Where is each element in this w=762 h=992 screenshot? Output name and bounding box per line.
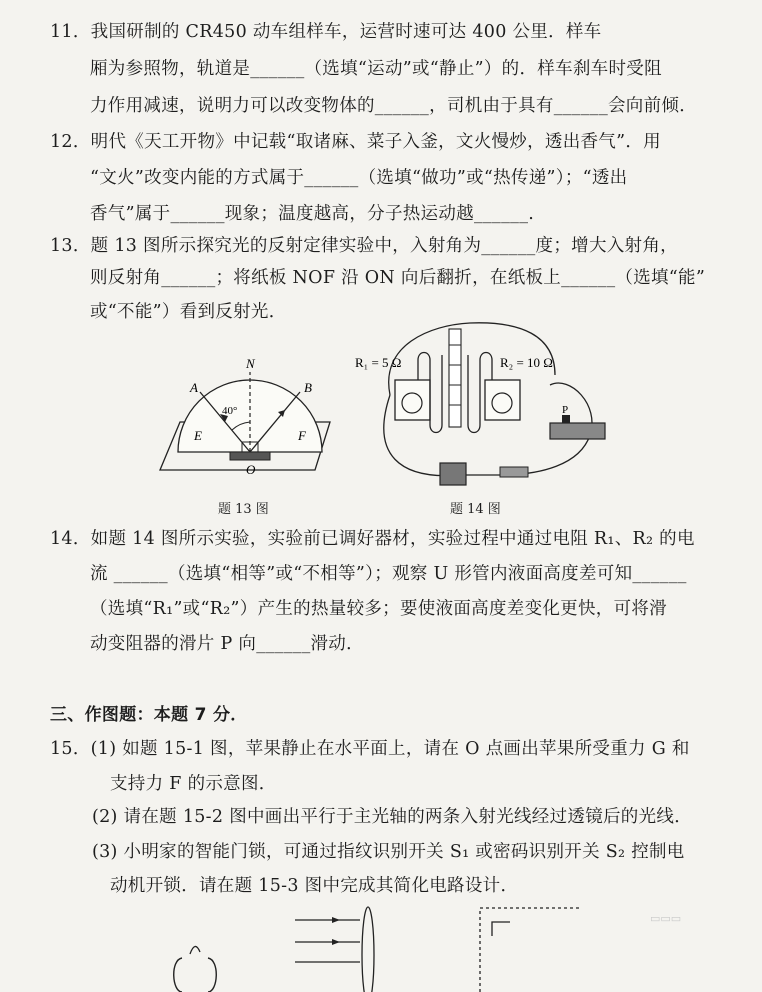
q12-line1: 12．明代《天工开物》中记载“取诸麻、菜子入釜，文火慢炒，透出香气”．用 (50, 132, 661, 152)
fig13-label-b: B (304, 380, 312, 395)
figure-14-caption: 题 14 图 (450, 502, 501, 517)
q15-line3: (2) 请在题 15-2 图中画出平行于主光轴的两条入射光线经过透镜后的光线． (92, 807, 692, 827)
q12-line2: “文火”改变内能的方式属于______（选填“做功”或“热传递”）；“透出 (90, 168, 628, 188)
section-3-title: 三、作图题：本题 7 分． (50, 705, 248, 725)
figure-15-partial (160, 900, 580, 992)
fig13-label-e: E (194, 428, 202, 443)
figure-13-caption: 题 13 图 (218, 502, 269, 517)
fig13-label-o: O (246, 462, 256, 477)
q11-line3: 力作用减速，说明力可以改变物体的______，司机由于具有______会向前倾． (90, 96, 697, 116)
q14-line1: 14．如题 14 图所示实验，实验前已调好器材，实验过程中通过电阻 R₁、R₂ 的电 (50, 529, 695, 549)
figure-13-diagram (150, 350, 350, 480)
q15-line2: 支持力 F 的示意图． (110, 774, 277, 794)
q13-line3: 或“不能”）看到反射光． (90, 302, 287, 322)
fig14-label-r1: R₁ = 5 Ω (355, 355, 402, 370)
figure-14-diagram (350, 315, 610, 495)
q15-line1: 15．(1) 如题 15-1 图，苹果静止在水平面上，请在 O 点画出苹果所受重力 G 和 (50, 739, 690, 759)
fig13-label-angle: 40° (222, 405, 238, 417)
q12-line3: 香气”属于______现象；温度越高，分子热运动越______. (90, 204, 535, 224)
q13-line1: 13．题 13 图所示探究光的反射定律实验中，入射角为______度；增大入射角， (50, 236, 678, 256)
q15-line5: 动机开锁．请在题 15-3 图中完成其简化电路设计． (110, 876, 519, 896)
q14-line4: 动变阻器的滑片 P 向______滑动． (90, 634, 364, 654)
q15-line4: (3) 小明家的智能门锁，可通过指纹识别开关 S₁ 或密码识别开关 S₂ 控制电 (92, 842, 685, 862)
watermark-badge: ▭▭▭ (650, 912, 682, 925)
fig13-label-f: F (298, 428, 306, 443)
fig13-label-a: A (190, 380, 198, 395)
fig14-label-p: P (562, 404, 569, 416)
q11-line2: 厢为参照物，轨道是______（选填“运动”或“静止”）的．样车刹车时受阻 (90, 59, 662, 79)
fig13-label-n: N (246, 356, 255, 371)
q14-line2: 流 ______（选填“相等”或“不相等”）；观察 U 形管内液面高度差可知______ (90, 564, 687, 584)
q11-line1: 11．我国研制的 CR450 动车组样车，运营时速可达 400 公里．样车 (50, 22, 602, 42)
q13-line2: 则反射角______；将纸板 NOF 沿 ON 向后翻折，在纸板上______（选填“能” (90, 268, 706, 288)
fig14-label-r2: R₂ = 10 Ω (500, 355, 553, 370)
q14-line3: （选填“R₁”或“R₂”）产生的热量较多；要使液面高度差变化更快，可将滑 (90, 599, 667, 619)
